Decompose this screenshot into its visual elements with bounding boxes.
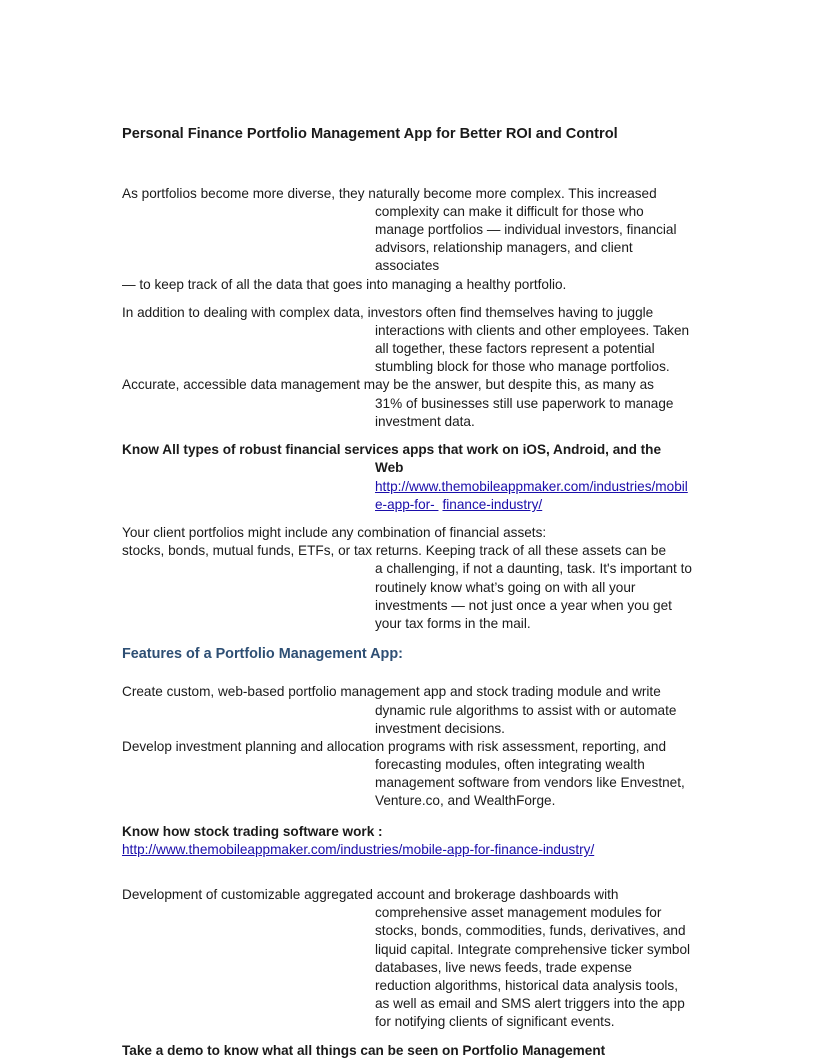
para2-line-7: investment data. (375, 414, 475, 429)
para3-line-5: investments — not just once a year when you get (375, 598, 672, 613)
para4-line-6: reduction algorithms, historical data analysis tools, (375, 978, 678, 993)
para2-line-5: Accurate, accessible data management may be the answer, but despite this, as many as (122, 377, 654, 392)
para3-line-6: your tax forms in the mail. (375, 616, 531, 631)
para4-line-4: liquid capital. Integrate comprehensive ticker symbol (375, 942, 691, 957)
feature1-line-3: investment decisions. (375, 721, 505, 736)
para2-line-3: all together, these factors represent a potential (375, 341, 655, 356)
para3-line-2: stocks, bonds, mutual funds, ETFs, or tax returns. Keeping track of all these assets can be (122, 543, 667, 558)
para3-line-1: Your client portfolios might include any combination of financial assets: (122, 525, 547, 540)
para1-line-6: — to keep track of all the data that goes into managing a healthy portfolio. (122, 277, 567, 292)
feature1-line-1: Create custom, web-based portfolio management app and stock trading module and write (122, 684, 661, 699)
para4-line-5: databases, live news feeds, trade expense (375, 960, 632, 975)
para2-line-4: stumbling block for those who manage portfolios. (375, 359, 670, 374)
document-title: Personal Finance Portfolio Management App for Better ROI and Control (122, 126, 618, 142)
para2-line-2: interactions with clients and other employees. Taken (375, 323, 690, 338)
features-heading: Features of a Portfolio Management App: (122, 646, 403, 662)
para4-line-1: Development of customizable aggregated account and brokerage dashboards with (122, 887, 619, 902)
know-stock-trading: Know how stock trading software work : (122, 824, 383, 839)
para2-line-6: 31% of businesses still use paperwork to manage (375, 396, 674, 411)
finance-industry-link-part-b[interactable]: finance-industry/ (442, 497, 543, 512)
feature2-line-1: Develop investment planning and allocation programs with risk assessment, reporting, and (122, 739, 667, 754)
feature2-line-3: management software from vendors like Envestnet, (375, 775, 685, 790)
para4-line-7: as well as email and SMS alert triggers into the app (375, 996, 685, 1011)
know-apps-line-2: Web (375, 460, 404, 475)
feature2-line-2: forecasting modules, often integrating wealth (375, 757, 645, 772)
know-apps-line-1: Know All types of robust financial services apps that work on iOS, Android, and the (122, 442, 662, 457)
demo-text: Take a demo to know what all things can be seen on Portfolio Management (122, 1043, 606, 1058)
finance-industry-link-line-1[interactable]: http://www.themobileappmaker.com/industries/mobil (375, 479, 688, 494)
feature2-line-4: Venture.co, and WealthForge. (375, 793, 556, 808)
para2-line-1: In addition to dealing with complex data, investors often find themselves having to juggle (122, 305, 654, 320)
para4-line-3: stocks, bonds, commodities, funds, derivatives, and (375, 923, 686, 938)
para3-line-3: a challenging, if not a daunting, task. It's important to (375, 561, 692, 576)
para1-line-3: manage portfolios — individual investors, financial (375, 222, 677, 237)
stock-trading-link[interactable]: http://www.themobileappmaker.com/industries/mobile-app-for-finance-industry/ (122, 842, 595, 857)
para1-line-1: As portfolios become more diverse, they naturally become more complex. This increased (122, 186, 657, 201)
finance-industry-link-part-a[interactable]: e-app-for- (375, 497, 439, 512)
para1-line-2: complexity can make it difficult for those who (375, 204, 644, 219)
para1-line-5: associates (375, 258, 440, 273)
para1-line-4: advisors, relationship managers, and client (375, 240, 633, 255)
para3-line-4: routinely know what’s going on with all your (375, 580, 636, 595)
para4-line-8: for notifying clients of significant events. (375, 1014, 615, 1029)
feature1-line-2: dynamic rule algorithms to assist with or automate (375, 703, 677, 718)
finance-industry-link-line-2[interactable] (375, 496, 542, 514)
para4-line-2: comprehensive asset management modules for (375, 905, 662, 920)
